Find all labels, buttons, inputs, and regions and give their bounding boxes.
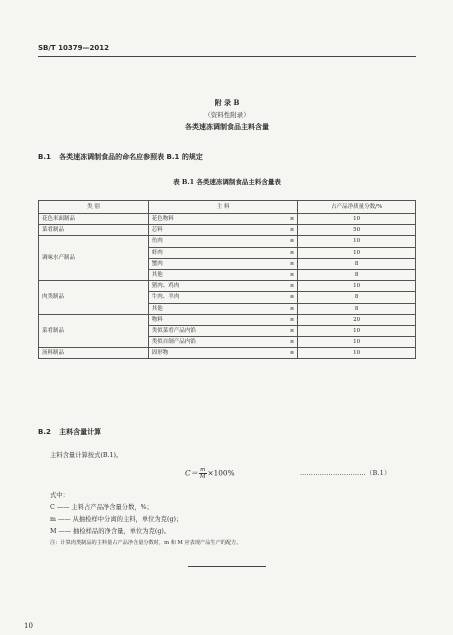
percentage-cell: 10 — [298, 337, 416, 348]
table-row — [39, 314, 416, 325]
ingredient-cell: 其他 — [148, 303, 244, 314]
formula-denominator: M — [199, 474, 206, 480]
percentage-cell: 8 — [298, 269, 416, 280]
category-cell: 菜肴制品 — [39, 314, 149, 348]
operator-cell: ≥ — [244, 281, 298, 292]
section-b1-text: 各类速冻调制食品的命名应参照表 B.1 的规定 — [59, 153, 203, 161]
appendix-subtitle: （资料性附录） — [204, 111, 250, 119]
percentage-cell: 8 — [298, 303, 416, 314]
note: 注：计算肉类制品的主料量占产品净含量分数时，m 和 M 应表现产品生产的配方。 — [50, 540, 242, 546]
percentage-cell: 10 — [298, 348, 416, 359]
ingredient-cell: 类似菜肴产品内馅 — [148, 325, 244, 336]
operator-cell: ≥ — [244, 247, 298, 258]
header-rule — [38, 56, 416, 57]
operator-cell: ≥ — [244, 214, 298, 225]
formula-lhs: C＝ — [185, 468, 198, 478]
operator-cell: ≥ — [244, 225, 298, 236]
percentage-cell: 10 — [298, 214, 416, 225]
column-header-category: 类 别 — [39, 201, 149, 214]
section-b1 — [38, 152, 203, 162]
definition-m: m —— 从抽检样中分离的主料，单位为克(g)； — [50, 516, 183, 523]
formula-fraction — [199, 467, 207, 480]
category-cell: 花色米面制品 — [39, 214, 149, 225]
ingredient-cell: 牛肉、羊肉 — [148, 292, 244, 303]
operator-cell: ≥ — [244, 292, 298, 303]
table-row — [39, 281, 416, 292]
category-cell: 汤料制品 — [39, 348, 149, 359]
operator-cell: ≥ — [244, 269, 298, 280]
percentage-cell: 8 — [298, 292, 416, 303]
section-b2-number: B.2 — [38, 428, 51, 436]
ingredient-cell: 类似自制产品内馅 — [148, 337, 244, 348]
ingredient-cell: 物料 — [148, 314, 244, 325]
ingredient-cell: 芯料 — [148, 225, 244, 236]
ingredient-cell: 虾肉 — [148, 247, 244, 258]
ingredient-cell: 其他 — [148, 269, 244, 280]
ingredient-content-table — [38, 200, 416, 359]
percentage-cell: 20 — [298, 314, 416, 325]
operator-cell: ≥ — [244, 348, 298, 359]
category-cell: 调味水产制品 — [39, 236, 149, 281]
ingredient-cell: 花色物料 — [148, 214, 244, 225]
table-row — [39, 236, 416, 247]
percentage-cell: 50 — [298, 225, 416, 236]
table-row — [39, 214, 416, 225]
percentage-cell: 10 — [298, 236, 416, 247]
table-row — [39, 348, 416, 359]
where-label: 式中： — [50, 492, 69, 499]
page-number: 10 — [24, 622, 33, 630]
section-b1-number: B.1 — [38, 153, 51, 161]
percentage-cell: 10 — [298, 325, 416, 336]
section-b2 — [38, 427, 101, 437]
percentage-cell: 8 — [298, 258, 416, 269]
appendix-heading: 各类速冻调制食品主料含量 — [185, 122, 269, 131]
section-b2-title: 主料含量计算 — [59, 428, 102, 436]
category-cell: 肉类制品 — [39, 281, 149, 315]
table-row — [39, 225, 416, 236]
standard-code: SB/T 10379—2012 — [38, 44, 109, 52]
category-cell: 菜肴制品 — [39, 225, 149, 236]
table-caption: 表 B.1 各类速冻调制食品主料含量表 — [173, 178, 281, 186]
operator-cell: ≥ — [244, 258, 298, 269]
operator-cell: ≥ — [244, 236, 298, 247]
equation-number: …………………………（B.1） — [300, 470, 391, 477]
operator-cell: ≥ — [244, 337, 298, 348]
formula-numerator: m — [200, 467, 206, 473]
definition-M: M —— 抽检样品的净含量，单位为克(g)。 — [50, 528, 171, 535]
table-header-row — [39, 201, 416, 214]
operator-cell: ≥ — [244, 314, 298, 325]
operator-cell: ≥ — [244, 303, 298, 314]
formula-intro: 主料含量计算按式(B.1)。 — [50, 452, 123, 459]
formula — [185, 467, 235, 480]
formula-rhs: ×100% — [207, 468, 235, 478]
ingredient-cell: 蟹肉 — [148, 258, 244, 269]
operator-cell: ≥ — [244, 325, 298, 336]
ingredient-cell: 鱼肉 — [148, 236, 244, 247]
definition-c: C —— 主料占产品净含量分数，%； — [50, 504, 153, 511]
percentage-cell: 10 — [298, 281, 416, 292]
column-header-ingredient: 主 料 — [148, 201, 298, 214]
appendix-title: 附 录 B — [214, 98, 240, 107]
ingredient-cell: 猪肉、鸡肉 — [148, 281, 244, 292]
end-rule — [188, 566, 266, 567]
ingredient-cell: 固形物 — [148, 348, 244, 359]
percentage-cell: 10 — [298, 247, 416, 258]
column-header-percentage: 占产品净质量分数/% — [298, 201, 416, 214]
